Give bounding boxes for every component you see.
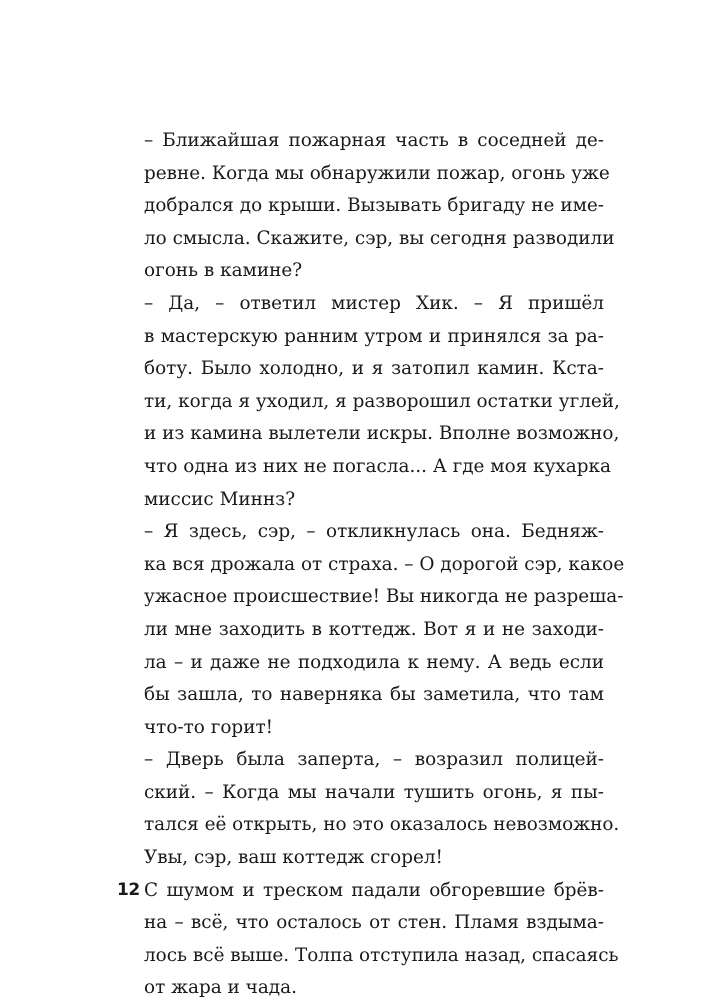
paragraph-1 — [144, 125, 615, 288]
text-line: бы зашла, то наверняка бы заметила, что там — [144, 684, 604, 706]
text-line: огонь в камине? — [144, 260, 303, 282]
page-number: 12 — [117, 880, 140, 900]
text-line: от жара и чада. — [144, 977, 297, 999]
text-line: тался её открыть, но это оказалось невозможно. — [144, 814, 620, 836]
text-line: ла – и даже не подходила к нему. А ведь если — [144, 651, 604, 673]
text-line: – Я здесь, сэр, – откликнулась она. Бедняж- — [144, 521, 604, 543]
text-line: в мастерскую ранним утром и принялся за ра- — [144, 325, 604, 347]
text-line: – Дверь была заперта, – возразил полицей- — [144, 749, 604, 771]
text-line: ский. – Когда мы начали тушить огонь, я пы- — [144, 781, 604, 803]
text-line: ужасное происшествие! Вы никогда не разреша- — [144, 586, 624, 608]
text-line: боту. Было холодно, и я затопил камин. Кста- — [144, 358, 604, 380]
text-line: ло смысла. Скажите, сэр, вы сегодня разводили — [144, 227, 615, 249]
text-line: ли мне заходить в коттедж. Вот я и не заходи- — [144, 618, 604, 640]
paragraph-3 — [144, 516, 625, 744]
text-line: – Ближайшая пожарная часть в соседней де- — [144, 130, 604, 151]
text-line: – Да, – ответил мистер Хик. – Я пришёл — [144, 292, 604, 314]
text-line: и из камина вылетели искры. Вполне возможно, — [144, 423, 620, 445]
text-line: ка вся дрожала от страха. – О дорогой сэр, какое — [144, 553, 625, 575]
paragraph-2 — [144, 288, 620, 516]
text-line: С шумом и треском падали обгоревшие брёв- — [144, 879, 604, 901]
text-line: ти, когда я уходил, я разворошил остатки углей, — [144, 390, 620, 412]
text-line: ревне. Когда мы обнаружили пожар, огонь уже — [144, 162, 610, 184]
text-line: что одна из них не погасла... А где моя кухарка — [144, 455, 611, 477]
text-line: добрался до крыши. Вызывать бригаду не име- — [144, 195, 604, 217]
text-line: лось всё выше. Толпа отступила назад, спасаясь — [144, 944, 619, 966]
text-line: миссис Миннз? — [144, 488, 296, 510]
text-line: Увы, сэр, ваш коттедж сгорел! — [144, 847, 443, 869]
paragraph-4 — [144, 744, 620, 874]
body-text — [144, 125, 625, 1005]
text-line: что-то горит! — [144, 716, 274, 738]
text-line: на – всё, что осталось от стен. Пламя вздыма- — [144, 912, 604, 934]
paragraph-5 — [144, 875, 619, 1005]
